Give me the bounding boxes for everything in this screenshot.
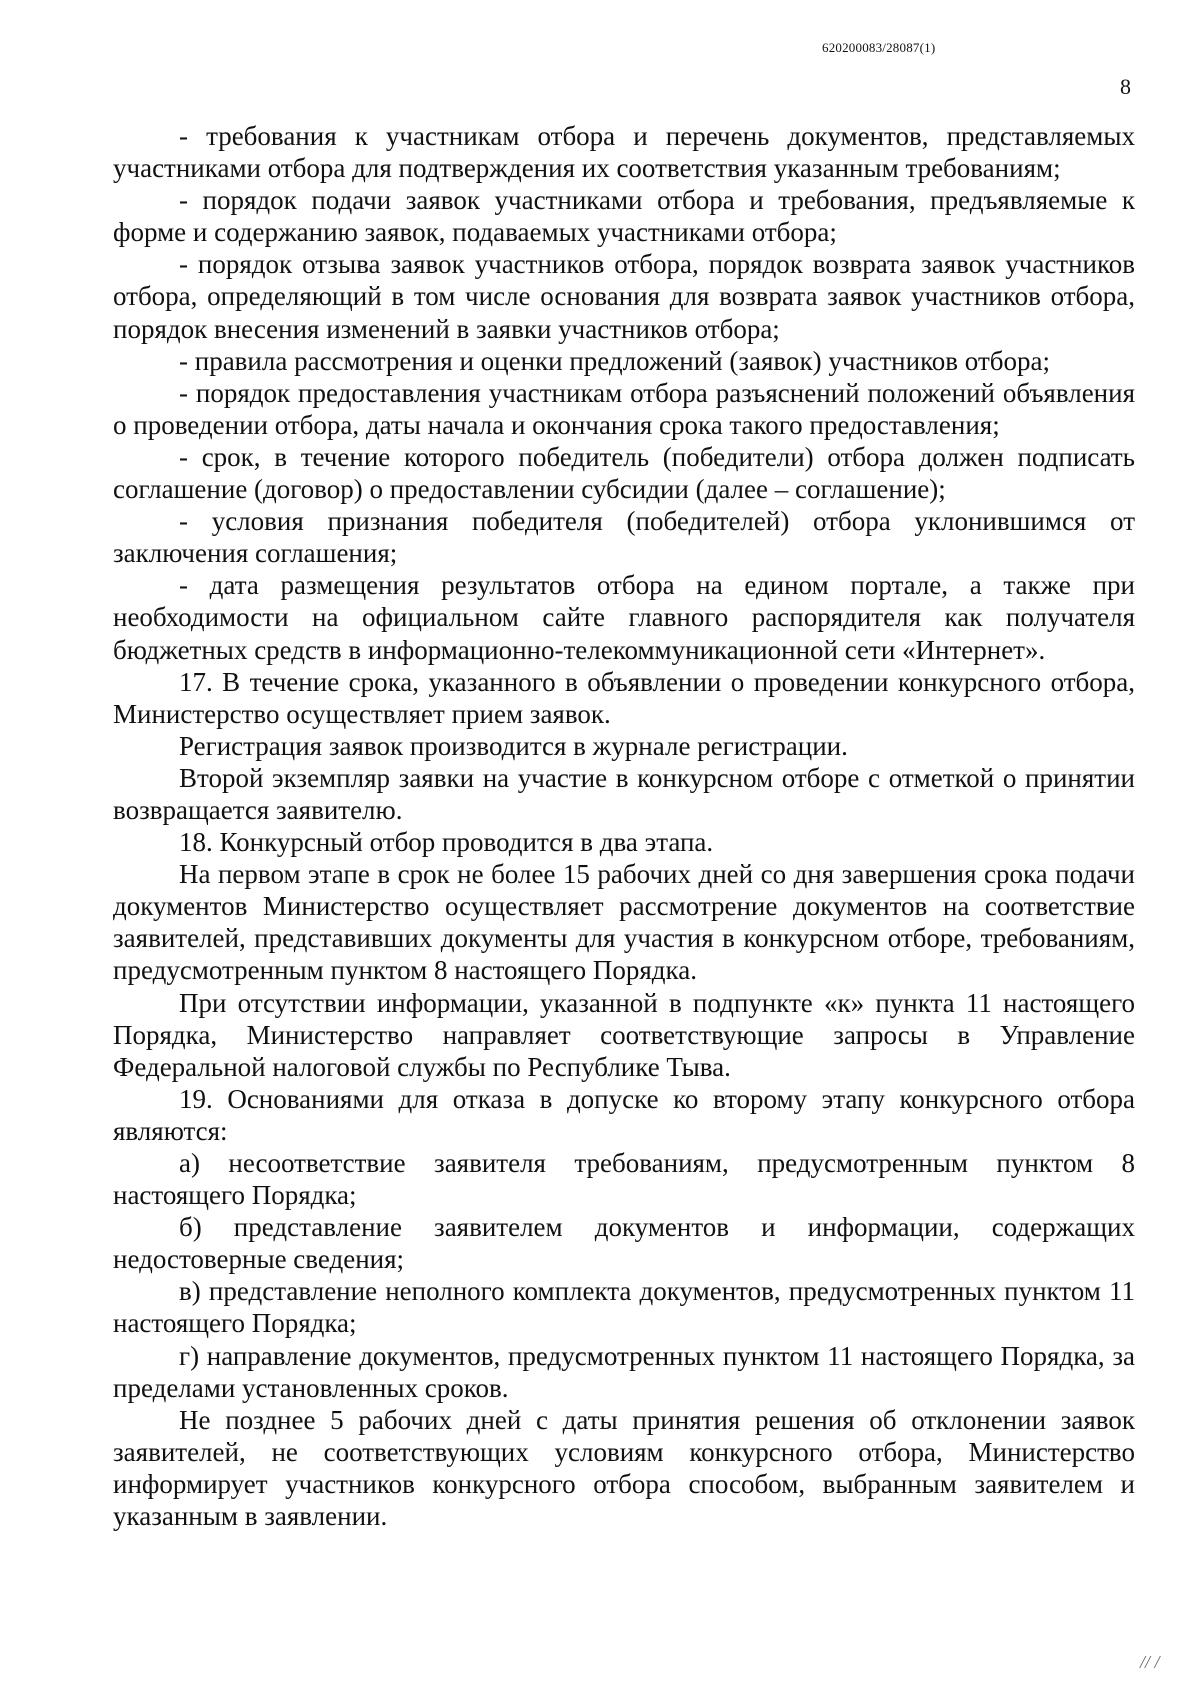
paragraph: На первом этапе в срок не более 15 рабочих дней со дня завершения срока подачи документов Министерство осуществляет рассмотрение документов на соответствие заявителей, представивших документы для участия в конкурсном отборе, требованиям, предусмотренным пунктом 8 настоящего Порядка. [113,859,1135,986]
paragraph: б) представление заявителем документов и информации, содержащих недостоверные сведения; [113,1212,1135,1275]
paragraph: Регистрация заявок производится в журнале регистрации. [179,730,848,761]
paragraph: Второй экземпляр заявки на участие в конкурсном отборе с отметкой о принятии возвращается заявителю. [113,762,1135,825]
paragraph: а) несоответствие заявителя требованиям, предусмотренным пунктом 8 настоящего Порядка; [113,1148,1135,1211]
handwritten-mark: // / [1140,1652,1160,1672]
paragraph: 19. Основаниями для отказа в допуске ко второму этапу конкурсного отбора являются: [113,1083,1135,1146]
page-number: 8 [1120,74,1131,99]
paragraph: - требования к участникам отбора и перечень документов, представляемых участниками отбора для подтверждения их соответствия указанным требованиям; [113,121,1135,184]
paragraph: - срок, в течение которого победитель (победители) отбора должен подписать соглашение (договор) о предоставлении субсидии (далее – соглашение); [113,441,1135,505]
paragraph: 18. Конкурсный отбор проводится в два этапа. [179,827,714,858]
paragraph: - правила рассмотрения и оценки предложений (заявок) участников отбора; [179,345,1050,376]
paragraph: - порядок отзыва заявок участников отбора, порядок возврата заявок участников отбора, определяющий в том числе основания для возврата заявок участников отбора, порядок внесения изменений в заявки участников отбора; [113,249,1135,344]
paragraph: - дата размещения результатов отбора на едином портале, а также при необходимости на официальном сайте главного распорядителя как получателя бюджетных средств в информационно-телекоммуникационной сети «Интернет». [113,570,1135,665]
paragraph: При отсутствии информации, указанной в подпункте «к» пункта 11 настоящего Порядка, Министерство направляет соответствующие запросы в Управление Федеральной налоговой службы по Республике Тыва. [113,987,1135,1082]
paragraph: - порядок подачи заявок участниками отбора и требования, предъявляемые к форме и содержанию заявок, подаваемых участниками отбора; [113,185,1135,248]
document-id: 620200083/28087(1) [822,40,936,55]
paragraph: г) направление документов, предусмотренных пунктом 11 настоящего Порядка, за пределами установленных сроков. [113,1340,1135,1403]
paragraph: - условия признания победителя (победителей) отбора уклонившимся от заключения соглашения; [113,506,1135,569]
paragraph: - порядок предоставления участникам отбора разъяснений положений объявления о проведении отбора, даты начала и окончания срока такого предоставления; [113,377,1135,440]
paragraph: в) представление неполного комплекта документов, предусмотренных пунктом 11 настоящего Порядка; [113,1276,1135,1339]
paragraph: Не позднее 5 рабочих дней с даты принятия решения об отклонении заявок заявителей, не соответствующих условиям конкурсного отбора, Министерство информирует участников конкурсного отбора способом, выбранным заявителем и указанным в заявлении. [113,1404,1135,1532]
paragraph: 17. В течение срока, указанного в объявлении о проведении конкурсного отбора, Министерство осуществляет прием заявок. [113,666,1135,729]
document-body [113,120,1135,1532]
